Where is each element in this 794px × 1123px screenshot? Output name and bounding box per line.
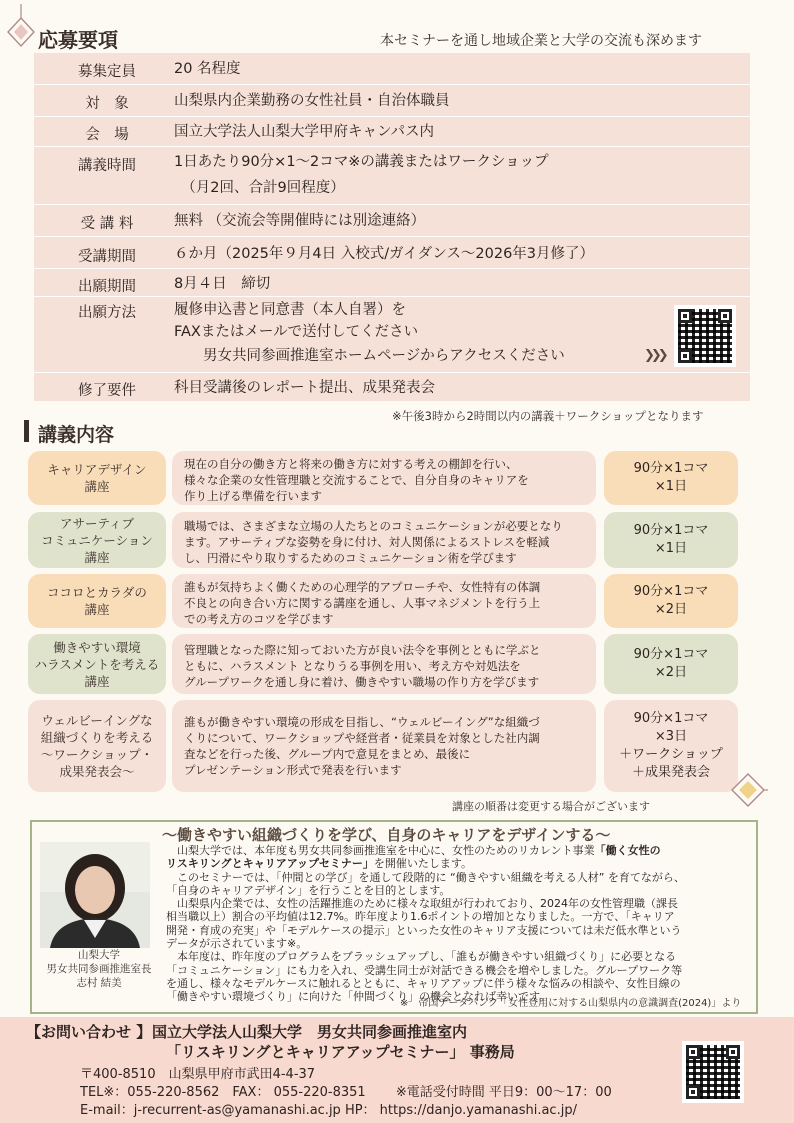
req-label: 受 講 料 [80, 216, 134, 232]
course-time-line: ＋ワークショップ [619, 747, 723, 762]
course-name-career-design [28, 451, 166, 505]
req-value: 山梨県内企業勤務の女性社員・自治体職員 [174, 93, 450, 109]
message-line: データが示されています※。 [166, 937, 308, 951]
req-value: 1日あたり90分×1～2コマ※の講義またはワークショップ [174, 154, 549, 170]
req-row-hours [34, 147, 750, 205]
course-time-line: 90分×1コマ [633, 647, 709, 662]
course-time-harassment [604, 634, 738, 694]
course-name-wellbeing [28, 700, 166, 792]
contact-org: 国立大学法人山梨大学 男女共同参画推進室内 [152, 1023, 468, 1041]
section-title-application: 応募要項 [38, 28, 118, 52]
req-value: 20 名程度 [174, 61, 241, 77]
req-label: 講義時間 [78, 158, 136, 174]
contact-email-hp[interactable]: E-mail：j-recurrent-as@yamanashi.ac.jp HP： https://danjo.yamanashi.ac.jp/ [80, 1103, 577, 1118]
course-name-line: 講座 [84, 673, 110, 689]
director-role: 男女共同参画推進室長 [46, 963, 152, 975]
course-time-line: 90分×1コマ [633, 711, 709, 726]
req-row-method [34, 297, 750, 373]
course-time-line: ×3日 [654, 729, 688, 744]
course-name-mind-body [28, 574, 166, 628]
course-desc-line: し、円滑にやり取りするためのコミュニケーション術を学びます [184, 551, 517, 565]
message-line: 山梨県内企業では、女性の活躍推進のために様々な取組が行われており、2024年の女性管理職（課長 [166, 897, 678, 911]
qr-code-top[interactable] [674, 305, 736, 367]
req-row-completion [34, 373, 750, 401]
req-row-fee [34, 205, 750, 237]
course-desc-line: 誰もが働きやすい環境の形成を目指し、“ウェルビーイング”な組織づ [184, 715, 540, 729]
req-value: 男女共同参画推進室ホームページからアクセスください [174, 348, 565, 364]
req-row-target [34, 85, 750, 117]
course-name-line: キャリアデザイン [47, 462, 147, 477]
courses-note: 講座の順番は変更する場合がございます [452, 800, 650, 813]
course-name-line: ココロとカラダの [47, 585, 147, 600]
course-name-line: 講座 [84, 549, 110, 565]
course-desc-career-design [172, 451, 596, 505]
req-row-venue [34, 117, 750, 147]
course-time-line: 90分×1コマ [633, 523, 709, 538]
section-bar [24, 420, 29, 442]
contact-footer [0, 1017, 794, 1123]
course-desc-line: プレゼンテーション形式で発表を行います [184, 763, 402, 777]
req-row-deadline [34, 269, 750, 297]
course-name-line: ウェルビーイングな [41, 713, 153, 728]
message-line: 相当職以上）割合の平均値は12.7%。昨年度より1.6ポイントの増加となりました。一方で、「キャリア [166, 910, 675, 924]
requirements-note: ※午後3時から2時間以内の講義＋ワークショップとなります [392, 409, 704, 423]
message-line: 「コミュニケーション」にも力を入れ、受講生同士が対話できる機会を増やしました。グループワーク等 [166, 963, 683, 977]
course-time-line: ×2日 [654, 665, 688, 680]
req-value: FAXまたはメールで送付してください [174, 324, 419, 340]
header-tagline: 本セミナーを通し地域企業と大学の交流も深めます [380, 33, 702, 49]
message-line: 本年度は、昨年度のプログラムをブラッシュアップし、「誰もが働きやすい組織づくり」に必要となる [166, 950, 677, 964]
course-name-line: コミュニケーション [41, 532, 153, 548]
req-row-capacity [34, 53, 750, 85]
course-name-line: 成果発表会～ [59, 764, 135, 779]
req-value: 無料 （交流会等開催時には別途連絡） [174, 213, 426, 229]
course-desc-harassment [172, 634, 596, 694]
course-desc-line: くりについて、ワークショップや経営者・従業員を対象とした社内調 [184, 731, 540, 745]
course-time-line: 90分×1コマ [633, 461, 709, 476]
course-desc-line: 誰もが気持ちよく働くための心理学的アプローチや、女性特有の体調 [184, 580, 541, 594]
course-desc-line: グループワークを通し身に着け、働きやすい職場の作り方を学びます [184, 675, 540, 689]
course-desc-line: ともに、ハラスメント となりうる事例を用い、考え方や対処法を [184, 659, 521, 673]
message-line: リスキリングとキャリアアップセミナー」を開催いたします。 [166, 857, 473, 871]
req-row-period [34, 237, 750, 269]
course-name-line: ～ワークショップ・ [40, 747, 154, 762]
course-desc-line: 作り上げる準備を行います [184, 489, 322, 503]
director-caption [40, 948, 158, 990]
contact-office: 「リスキリングとキャリアアップセミナー」 事務局 [166, 1043, 515, 1061]
message-line: 開発・育成の充実」や「モデルケースの提示」といった女性のキャリア支援については未だ低水準という [166, 923, 682, 937]
course-time-line: ×2日 [654, 602, 688, 617]
qr-code-footer[interactable] [682, 1041, 744, 1103]
message-line: 「働きやすい環境づくり」に向けた「仲間づくり」の機会となれば幸いです。 [166, 990, 551, 1004]
course-time-career-design [604, 451, 738, 505]
section-title-courses: 講義内容 [38, 424, 115, 446]
contact-postal: 〒400-8510 山梨県甲府市武田4-4-37 [80, 1067, 316, 1082]
course-desc-line: 管理職となった際に知っておいた方が良い法令を事例とともに学ぶと [184, 643, 541, 657]
course-desc-line: 不良との向き合い方に関する講座を通し、人事マネジメントを行う上 [184, 596, 541, 610]
course-desc-line: 職場では、さまざまな立場の人たちとのコミュニケーションが必要となり [184, 519, 563, 533]
director-message-box [30, 820, 758, 1014]
course-desc-line: 現在の自分の働き方と将来の働き方に対する考えの棚卸を行い、 [184, 457, 518, 471]
req-value: 履修申込書と同意書（本人自署）を [174, 302, 406, 318]
course-name-harassment [28, 634, 166, 694]
message-body [166, 844, 756, 1004]
course-desc-line: 様々な企業の女性管理職と交流することで、自分自身のキャリアを [184, 473, 529, 487]
req-value: 8月４日 締切 [174, 276, 271, 292]
course-desc-line: での考え方のコツを学びます [184, 612, 334, 626]
req-value: 国立大学法人山梨大学甲府キャンパス内 [174, 124, 434, 140]
course-time-wellbeing [604, 700, 738, 792]
double-chevron-right-icon: ❯❯❯ [644, 348, 665, 363]
course-name-line: ハラスメントを考える [34, 656, 160, 672]
req-value: 科目受講後のレポート提出、成果発表会 [174, 380, 435, 396]
req-label: 会 場 [85, 127, 129, 143]
req-value: （月2回、合計9回程度） [174, 180, 345, 196]
course-desc-assertive [172, 512, 596, 568]
course-name-assertive [28, 512, 166, 568]
course-name-line: アサーティブ [59, 515, 134, 531]
corner-decoration-icon [728, 770, 768, 810]
req-label: 受講期間 [78, 249, 136, 265]
message-line: 「自身のキャリアデザイン」を行うことを目的とします。 [166, 883, 451, 897]
course-time-assertive [604, 512, 738, 568]
survey-source-note: ※ 帝国データバンク「女性登用に対する山梨県内の意識調査(2024)」より [400, 998, 742, 1009]
req-value: ６か月（2025年９月4日 入校式/ガイダンス～2026年3月修了） [174, 246, 595, 262]
director-name: 志村 結美 [76, 977, 122, 989]
message-line: 山梨大学では、本年度も男女共同参画推進室を中心に、女性のためのリカレント事業「働く女性の [166, 844, 661, 857]
course-desc-mind-body [172, 574, 596, 628]
course-time-line: ×1日 [654, 479, 688, 494]
message-title: ～働きやすい組織づくりを学び、自身のキャリアをデザインする～ [162, 826, 611, 844]
req-label: 対 象 [85, 96, 129, 112]
course-desc-wellbeing [172, 700, 596, 792]
course-desc-line: 査などを行った後、グループ内で意見をまとめ、最後に [184, 747, 471, 761]
course-time-line: 90分×1コマ [633, 584, 709, 599]
course-time-line: ×1日 [654, 541, 688, 556]
message-line: を通し、様々なモデルケースに触れるとともに、キャリアアップに伴う様々な悩みの相談や、女性目線の [166, 976, 681, 990]
req-label: 修了要件 [78, 383, 136, 399]
course-time-mind-body [604, 574, 738, 628]
requirements-table [34, 53, 750, 401]
director-org: 山梨大学 [78, 949, 120, 961]
course-name-line: 働きやすい環境 [53, 639, 141, 655]
req-label: 出願方法 [78, 305, 136, 321]
course-name-line: 組織づくりを考える [40, 730, 154, 745]
contact-tel-fax: TEL※：055-220-8562 FAX： 055-220-8351 ※電話受付時間 平日9：00～17：00 [80, 1085, 612, 1100]
contact-label: 【お問い合わせ 】 [26, 1023, 152, 1041]
req-label: 出願期間 [78, 279, 136, 295]
course-name-line: 講座 [84, 602, 110, 617]
course-time-line: ＋成果発表会 [631, 765, 710, 780]
course-desc-line: ます。アサーティブな姿勢を身に付け、対人関係によるストレスを軽減 [184, 535, 550, 549]
corner-decoration-icon [4, 4, 38, 50]
req-label: 募集定員 [78, 64, 136, 80]
message-line: このセミナーでは、「仲間との学び」を通して段階的に “働きやすい組織を考える人材” を育てながら、 [166, 870, 685, 884]
course-name-line: 講座 [84, 479, 110, 494]
director-photo [40, 842, 150, 948]
